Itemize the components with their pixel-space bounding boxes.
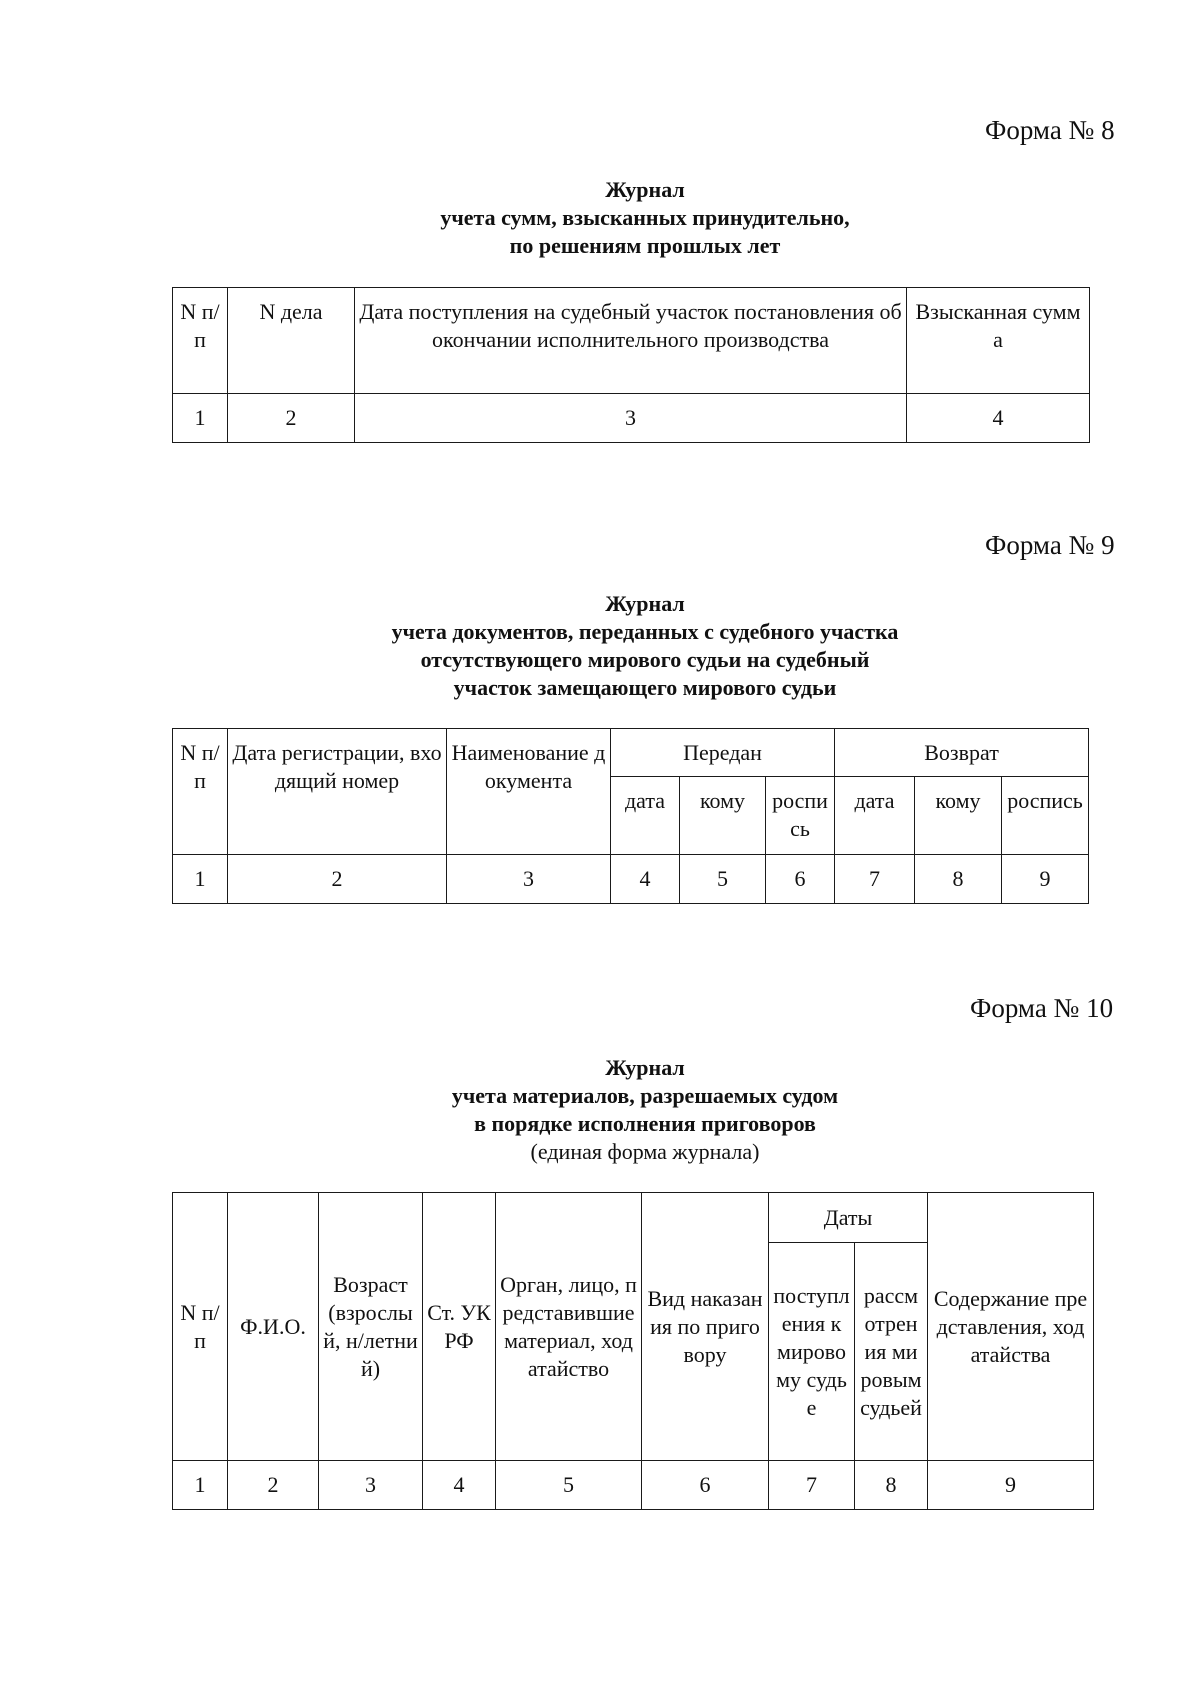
- form8-col-number: 1: [173, 394, 228, 443]
- form10-header-dates: Даты: [769, 1193, 928, 1243]
- form10-note: (единая форма журнала): [530, 1139, 760, 1164]
- form10-label: Форма № 10: [970, 993, 1114, 1023]
- form8-label: Форма № 8: [985, 115, 1115, 145]
- form9-col-number: 6: [766, 855, 835, 904]
- form8-col-number: 4: [907, 394, 1090, 443]
- form9-header-returned-date: дата: [835, 777, 915, 855]
- form10-header-content: Содержание представления, ходатайства: [928, 1193, 1094, 1461]
- form9-col-number: 8: [915, 855, 1002, 904]
- form9-col-number: 4: [611, 855, 680, 904]
- form10-table: [172, 1192, 1094, 1510]
- form9-title-block: [0, 590, 1200, 702]
- form10-subtitle-line-2: в порядке исполнения приговоров: [474, 1111, 816, 1136]
- form9-col-number: 7: [835, 855, 915, 904]
- form8-subtitle-line-1: учета сумм, взысканных принудительно,: [440, 205, 850, 230]
- form8-title: Журнал: [605, 177, 685, 202]
- form10-header-date-received: поступления к мировому судье: [769, 1243, 855, 1461]
- form8-table: [172, 287, 1090, 443]
- form9-header-reg: Дата регистрации, входящий номер: [228, 729, 447, 855]
- form8-header-num: N п/п: [173, 288, 228, 394]
- form10-header-article: Ст. УК РФ: [423, 1193, 496, 1461]
- form10-header-punishment: Вид наказания по приговору: [642, 1193, 769, 1461]
- form9-title: Журнал: [605, 591, 685, 616]
- form9-header-returned-to: кому: [915, 777, 1002, 855]
- form9-subtitle-line-1: учета документов, переданных с судебного участка: [391, 619, 899, 644]
- form9-subtitle-line-3: участок замещающего мирового судьи: [453, 675, 837, 700]
- form10-col-number: 1: [173, 1461, 228, 1510]
- form10-header-organ: Орган, лицо, представившие материал, ходатайство: [496, 1193, 642, 1461]
- form10-title: Журнал: [605, 1055, 685, 1080]
- form8-header-row: [173, 288, 1090, 394]
- form9-col-number: 2: [228, 855, 447, 904]
- form8-header-case: N дела: [228, 288, 355, 394]
- form9-subtitle-line-2: отсутствующего мирового судьи на судебный: [420, 647, 870, 672]
- form10-subtitle-line-1: учета материалов, разрешаемых судом: [451, 1083, 839, 1108]
- form9-col-number: 3: [447, 855, 611, 904]
- form9-col-number: 5: [680, 855, 766, 904]
- form10-header-fio: Ф.И.О.: [228, 1193, 319, 1461]
- form8-header-date: Дата поступления на судебный участок постановления об окончании исполнительного производства: [355, 288, 907, 394]
- form9-header-returned: Возврат: [835, 729, 1089, 777]
- form10-col-number: 2: [228, 1461, 319, 1510]
- form8-subtitle-line-2: по решениям прошлых лет: [509, 233, 781, 258]
- form10-col-number: 9: [928, 1461, 1094, 1510]
- form9-header-transferred-to: кому: [680, 777, 766, 855]
- form9-header-transferred-date: дата: [611, 777, 680, 855]
- form9-header-transferred: Передан: [611, 729, 835, 777]
- form10-number-row: [173, 1461, 1094, 1510]
- form10-col-number: 8: [855, 1461, 928, 1510]
- form9-label: Форма № 9: [985, 530, 1115, 560]
- form10-title-block: [0, 1054, 1200, 1166]
- form9-number-row: [173, 855, 1089, 904]
- form9-header-row-1: [173, 729, 1089, 777]
- form8-title-block: [0, 176, 1200, 260]
- form10-header-age: Возраст (взрослый, н/летний): [319, 1193, 423, 1461]
- form9-header-returned-sign: роспись: [1002, 777, 1089, 855]
- form10-header-date-considered: рассмотрения мировым судьей: [855, 1243, 928, 1461]
- form10-col-number: 5: [496, 1461, 642, 1510]
- form9-table: [172, 728, 1089, 904]
- form8-header-sum: Взысканная сумма: [907, 288, 1090, 394]
- form10-col-number: 7: [769, 1461, 855, 1510]
- form10-header-num: N п/п: [173, 1193, 228, 1461]
- form9-col-number: 1: [173, 855, 228, 904]
- form9-header-doc-name: Наименование документа: [447, 729, 611, 855]
- form10-col-number: 6: [642, 1461, 769, 1510]
- form9-header-num: N п/п: [173, 729, 228, 855]
- form8-number-row: [173, 394, 1090, 443]
- form9-header-transferred-sign: роспись: [766, 777, 835, 855]
- form9-col-number: 9: [1002, 855, 1089, 904]
- form8-col-number: 3: [355, 394, 907, 443]
- form10-col-number: 4: [423, 1461, 496, 1510]
- form8-col-number: 2: [228, 394, 355, 443]
- form10-col-number: 3: [319, 1461, 423, 1510]
- form10-header-row-1: [173, 1193, 1094, 1243]
